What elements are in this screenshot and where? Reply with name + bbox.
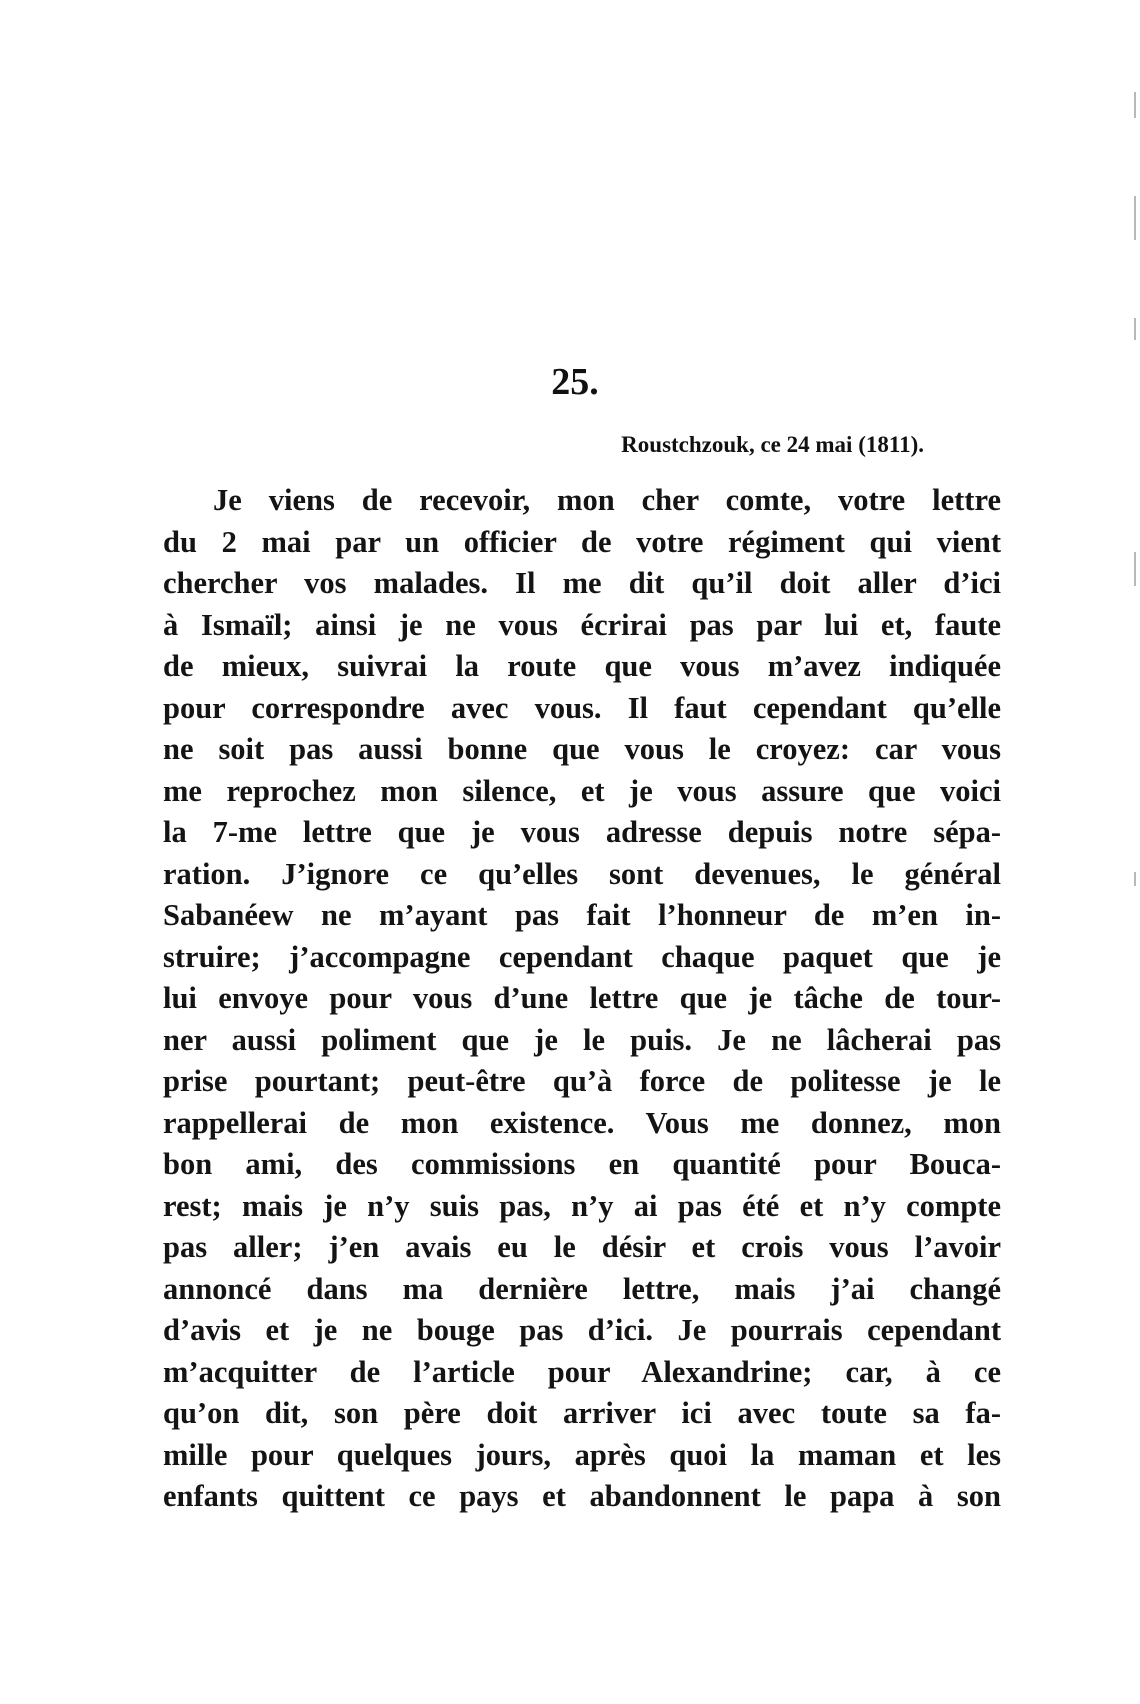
body-line: qu’on dit, son père doit arriver ici avec toute sa fa- [163,1396,1001,1430]
body-line: d’avis et je ne bouge pas d’ici. Je pourrais cependant [163,1313,1001,1347]
body-line: ne soit pas aussi bonne que vous le croyez: car vous [163,732,1001,766]
body-line: la 7-me lettre que je vous adresse depuis notre sépa- [163,815,1001,849]
body-line: pour correspondre avec vous. Il faut cependant qu’elle [163,690,1001,725]
body-line: annoncé dans ma dernière lettre, mais j’ai changé [163,1271,1001,1306]
body-line: bon ami, des commissions en quantité pour Bouca- [163,1147,1001,1181]
body-line: pas aller; j’en avais eu le désir et crois vous l’avoir [163,1230,1001,1264]
body-line: prise pourtant; peut-être qu’à force de politesse je le [163,1064,1001,1098]
body-line: de mieux, suivrai la route que vous m’avez indiquée [163,649,1001,683]
body-line: me reprochez mon silence, et je vous assure que voici [163,773,1001,808]
body-line: Je viens de recevoir, mon cher comte, votre lettre [213,483,1001,517]
body-line: lui envoye pour vous d’une lettre que je tâche de tour- [163,981,1001,1015]
letter-number: 25. [551,361,599,403]
body-line: à Ismaïl; ainsi je ne vous écrirai pas par lui et, faute [163,607,1001,642]
scan-edge-mark [1134,552,1136,586]
scan-edge-mark [1134,196,1136,240]
body-line: du 2 mai par un officier de votre régiment qui vient [163,524,1001,559]
body-line: rest; mais je n’y suis pas, n’y ai pas été et n’y compte [163,1188,1001,1223]
dateline: Roustchzouk, ce 24 mai (1811). [621,432,924,457]
body-line: ration. J’ignore ce qu’elles sont devenues, le général [163,856,1001,891]
body-line: Sabanéew ne m’ayant pas fait l’honneur de m’en in- [163,898,1001,932]
body-line: enfants quittent ce pays et abandonnent le papa à son [163,1479,1001,1513]
scan-edge-mark [1134,872,1136,886]
scan-edge-mark [1134,318,1136,340]
body-line: ner aussi poliment que je le puis. Je ne lâcherai pas [163,1022,1001,1057]
letter-body [163,480,1001,1518]
body-line: m’acquitter de l’article pour Alexandrine; car, à ce [163,1354,1001,1389]
body-line: rappellerai de mon existence. Vous me donnez, mon [163,1105,1001,1140]
body-line: mille pour quelques jours, après quoi la maman et les [163,1437,1001,1472]
body-line: chercher vos malades. Il me dit qu’il doit aller d’ici [163,566,1001,600]
scan-edge-mark [1134,92,1136,118]
body-line: struire; j’accompagne cependant chaque paquet que je [163,939,1001,974]
